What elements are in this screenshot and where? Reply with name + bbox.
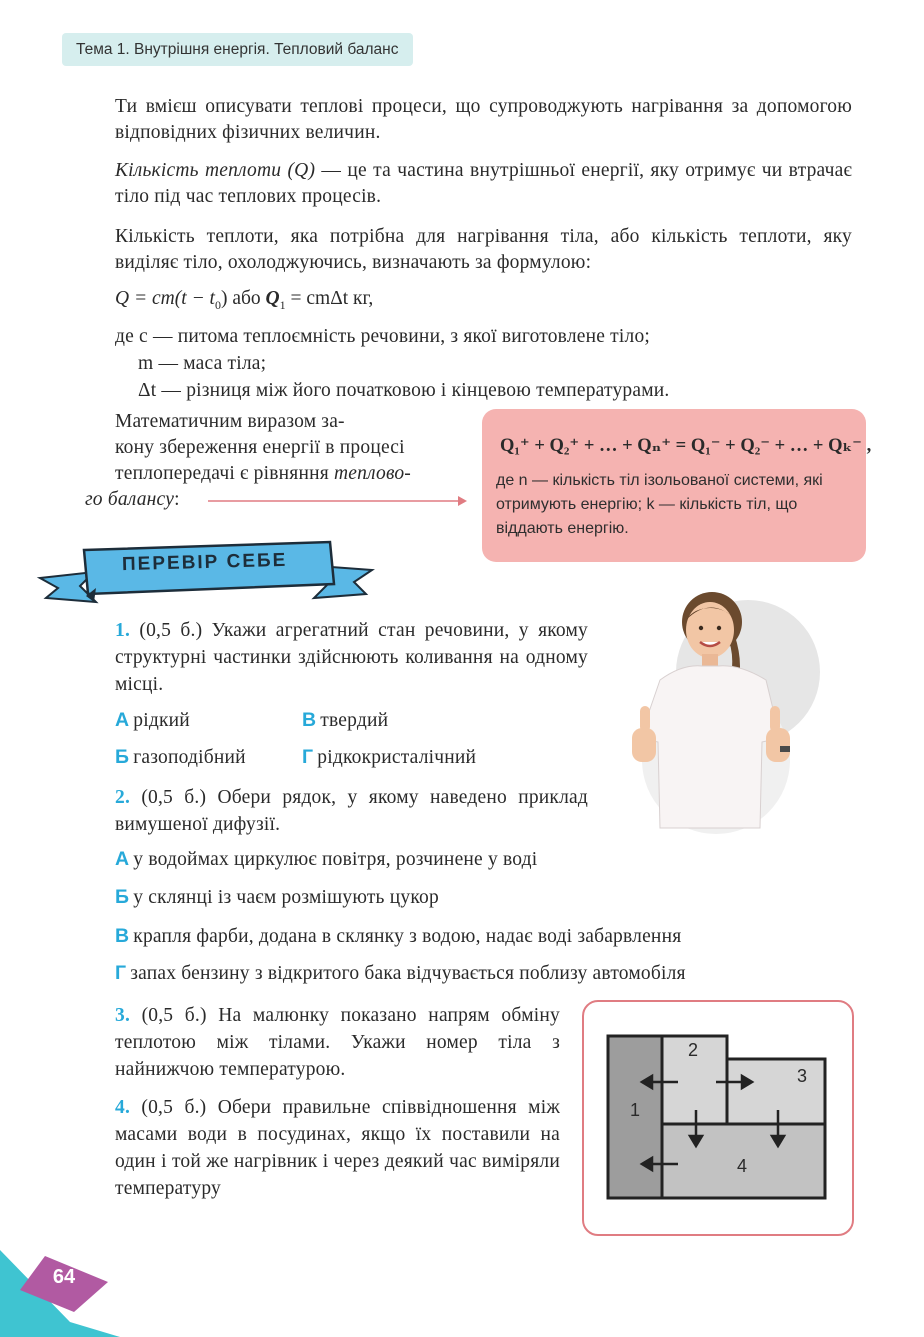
topic-header: Тема 1. Внутрішня енергія. Тепловий баланс bbox=[62, 33, 413, 66]
question-3 bbox=[115, 1002, 560, 1083]
balance-colon: : bbox=[174, 489, 180, 510]
question-2 bbox=[115, 784, 588, 838]
q2-option-v[interactable] bbox=[115, 925, 681, 948]
option-letter: Г bbox=[302, 746, 314, 768]
option-letter: А bbox=[115, 709, 130, 731]
body-3 bbox=[727, 1059, 825, 1124]
question-1 bbox=[115, 617, 588, 698]
q2-option-a[interactable] bbox=[115, 848, 537, 871]
heat-exchange-figure bbox=[582, 1000, 854, 1236]
body-label-4: 4 bbox=[737, 1156, 748, 1176]
option-letter: Б bbox=[115, 746, 130, 768]
term-symbol: (Q) bbox=[287, 160, 316, 181]
intro-paragraph-1 bbox=[115, 94, 852, 146]
question-2-number: 2. bbox=[115, 787, 131, 808]
formula-sub-0: 0 bbox=[214, 297, 221, 312]
q1-option-g[interactable] bbox=[302, 746, 476, 769]
page-number: 64 bbox=[52, 1266, 76, 1288]
question-4-text: (0,5 б.) Обери правильне співвідношення між масами води в посудинах, якщо їх поставили на один і той же нагрівник і через деякий час виміряли температуру bbox=[115, 1097, 560, 1199]
q2-option-g[interactable] bbox=[115, 962, 686, 985]
balance-line-4 bbox=[85, 487, 180, 513]
balance-term-a: теплово- bbox=[333, 463, 411, 484]
option-letter: Г bbox=[115, 962, 127, 984]
question-4 bbox=[115, 1094, 560, 1202]
q1-option-v[interactable] bbox=[302, 709, 388, 732]
option-letter: Б bbox=[115, 886, 130, 908]
intro-paragraph-2 bbox=[115, 158, 852, 210]
body-label-1: 1 bbox=[630, 1100, 641, 1120]
option-text: рідкий bbox=[133, 710, 190, 731]
option-text: газоподібний bbox=[133, 747, 246, 768]
question-3-number: 3. bbox=[115, 1005, 131, 1026]
question-3-text: (0,5 б.) На малюнку показано напрям обміну теплотою між тілами. Укажи номер тіла з найнижчою температурою. bbox=[115, 1005, 561, 1080]
option-text: твердий bbox=[320, 710, 389, 731]
balance-line-1: Математичним виразом за- bbox=[115, 411, 345, 432]
formula-q1: Q bbox=[265, 288, 280, 309]
option-text: крапля фарби, додана в склянку з водою, надає воді забарвлення bbox=[133, 926, 682, 947]
balance-line-2: кону збереження енергії в процесі bbox=[115, 437, 405, 458]
def-c: де c — питома теплоємність речовини, з якої виготовлене тіло; bbox=[115, 326, 651, 347]
term-heat-quantity: Кількість теплоти bbox=[115, 160, 282, 181]
q1-option-a[interactable] bbox=[115, 709, 190, 732]
intro-paragraph-3 bbox=[115, 224, 852, 276]
arrow-to-box-icon bbox=[206, 494, 468, 508]
formula-end: = cmΔt кг, bbox=[285, 288, 374, 309]
option-letter: В bbox=[115, 925, 130, 947]
body-label-2: 2 bbox=[688, 1040, 699, 1060]
intro-text-3: Кількість теплоти, яка потрібна для нагрівання тіла, або кількість теплоти, яку виділяє тіло, охолоджуючись, визначають за формулою: bbox=[115, 226, 852, 273]
body-label-3: 3 bbox=[797, 1066, 808, 1086]
question-1-number: 1. bbox=[115, 620, 131, 641]
option-text: у склянці із чаєм розмішують цукор bbox=[133, 887, 439, 908]
formula-or: або bbox=[227, 288, 266, 309]
q1-option-b[interactable] bbox=[115, 746, 246, 769]
intro-text-2: — це та частина внутрішньої енергії, яку отримує чи втрачає тіло під час теплових процесів. bbox=[115, 160, 853, 207]
balance-line-3a: теплопередачі є рівняння bbox=[115, 463, 334, 484]
heat-balance-equation: Q₁⁺ + Q₂⁺ + … + Qₙ⁺ = Q₁⁻ + Q₂⁻ + … + Qₖ⁻ , bbox=[500, 436, 872, 456]
option-text: у водоймах циркулює повітря, розчинене у воді bbox=[133, 849, 538, 870]
intro-text-1: Ти вмієш описувати теплові процеси, що супроводжують нагрівання за допомогою відповідних фізичних величин. bbox=[115, 96, 852, 143]
def-dt: Δt — різниця між його початковою і кінцевою температурами. bbox=[138, 380, 670, 401]
formula-sub-1: 1 bbox=[279, 297, 286, 312]
balance-line-3 bbox=[115, 461, 411, 487]
option-text: запах бензину з відкритого бака відчувається поблизу автомобіля bbox=[130, 963, 686, 984]
formula-close: ) bbox=[220, 288, 228, 309]
girl-thumbs-up-illustration bbox=[620, 588, 820, 838]
q2-option-b[interactable] bbox=[115, 886, 439, 909]
heat-balance-note: де n — кількість тіл ізольованої системи, які отримують енергію; k — кількість тіл, що віддають енергію. bbox=[496, 472, 823, 537]
banner-label: ПЕРЕВІР СЕБЕ bbox=[121, 549, 288, 576]
option-text: рідкокристалічний bbox=[317, 747, 477, 768]
question-2-text: (0,5 б.) Обери рядок, у якому наведено приклад вимушеної дифузії. bbox=[115, 787, 589, 835]
option-letter: В bbox=[302, 709, 317, 731]
def-m: m — маса тіла; bbox=[138, 353, 267, 374]
heat-balance-box bbox=[482, 409, 872, 562]
question-1-text: (0,5 б.) Укажи агрегатний стан речовини, у якому структурні частинки здійснюють коливання на одному місці. bbox=[115, 620, 589, 695]
bodies-diagram bbox=[584, 1002, 852, 1234]
question-4-number: 4. bbox=[115, 1097, 131, 1118]
balance-term-b: го балансу bbox=[85, 489, 175, 510]
formula-main: Q = cm(t − t bbox=[115, 288, 215, 309]
heat-formula bbox=[115, 288, 373, 313]
option-letter: А bbox=[115, 848, 130, 870]
